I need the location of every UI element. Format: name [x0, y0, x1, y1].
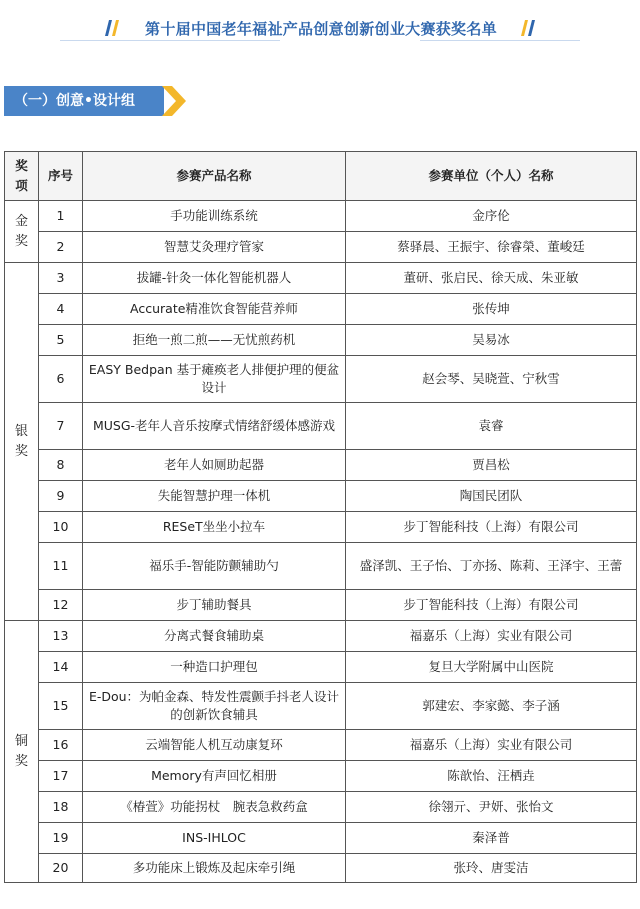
row-product: 多功能床上锻炼及起床牵引绳	[83, 854, 346, 883]
header-no: 序号	[39, 152, 83, 201]
row-no: 8	[39, 450, 83, 481]
section-heading-label: （一）创意•设计组	[14, 93, 135, 109]
row-product: RESeT坐坐小拉车	[83, 512, 346, 543]
table-row	[5, 792, 637, 823]
row-product: 《椿萱》功能拐杖 腕表急救药盒	[83, 792, 346, 823]
award-gold: 金 奖	[5, 201, 39, 263]
row-no: 4	[39, 294, 83, 325]
table-row	[5, 263, 637, 294]
row-no: 15	[39, 683, 83, 730]
table-header-row	[5, 152, 637, 201]
row-product: MUSG-老年人音乐按摩式情绪舒缓体感游戏	[83, 403, 346, 450]
row-entrant: 秦泽普	[346, 823, 637, 854]
row-no: 1	[39, 201, 83, 232]
row-entrant: 盛泽凯、王子怡、丁亦扬、陈莉、王泽宇、王蕾	[346, 543, 637, 590]
row-product: 老年人如厕助起器	[83, 450, 346, 481]
row-entrant: 复旦大学附属中山医院	[346, 652, 637, 683]
awards-table	[4, 151, 637, 883]
table-row	[5, 683, 637, 730]
row-no: 10	[39, 512, 83, 543]
table-row	[5, 590, 637, 621]
table-row	[5, 621, 637, 652]
table-row	[5, 481, 637, 512]
row-no: 19	[39, 823, 83, 854]
row-entrant: 福嘉乐（上海）实业有限公司	[346, 730, 637, 761]
table-row	[5, 761, 637, 792]
row-entrant: 赵会琴、吴晓萱、宁秋雪	[346, 356, 637, 403]
row-product: 智慧艾灸理疗管家	[83, 232, 346, 263]
row-no: 6	[39, 356, 83, 403]
row-entrant: 徐翎亓、尹妍、张怡文	[346, 792, 637, 823]
table-row	[5, 730, 637, 761]
double-slash-icon-left	[104, 18, 122, 38]
row-product: 一种造口护理包	[83, 652, 346, 683]
page-header	[0, 0, 640, 60]
row-no: 18	[39, 792, 83, 823]
row-product: 云端智能人机互动康复环	[83, 730, 346, 761]
row-entrant: 张玲、唐雯洁	[346, 854, 637, 883]
award-silver: 银 奖	[5, 263, 39, 621]
row-product: Memory有声回忆相册	[83, 761, 346, 792]
table-row	[5, 543, 637, 590]
row-no: 17	[39, 761, 83, 792]
row-product: 福乐手-智能防颤辅助勺	[83, 543, 346, 590]
row-no: 13	[39, 621, 83, 652]
row-entrant: 陶国民团队	[346, 481, 637, 512]
row-no: 12	[39, 590, 83, 621]
chevron-right-icon	[162, 86, 186, 116]
row-entrant: 福嘉乐（上海）实业有限公司	[346, 621, 637, 652]
row-entrant: 步丁智能科技（上海）有限公司	[346, 590, 637, 621]
table-row	[5, 450, 637, 481]
row-no: 16	[39, 730, 83, 761]
row-entrant: 郭建宏、李家懿、李子涵	[346, 683, 637, 730]
row-no: 2	[39, 232, 83, 263]
row-no: 5	[39, 325, 83, 356]
double-slash-icon-right	[520, 18, 538, 38]
table-row	[5, 403, 637, 450]
row-product: 拔罐-针灸一体化智能机器人	[83, 263, 346, 294]
row-product: E-Dou：为帕金森、特发性震颤手抖老人设计的创新饮食辅具	[83, 683, 346, 730]
row-entrant: 袁睿	[346, 403, 637, 450]
row-product: INS-IHLOC	[83, 823, 346, 854]
row-entrant: 金序伦	[346, 201, 637, 232]
row-entrant: 蔡驿晨、王振宇、徐睿榮、董峻廷	[346, 232, 637, 263]
table-row	[5, 201, 637, 232]
row-no: 14	[39, 652, 83, 683]
table-row	[5, 294, 637, 325]
row-entrant: 贾昌松	[346, 450, 637, 481]
table-row	[5, 325, 637, 356]
row-no: 3	[39, 263, 83, 294]
row-product: 分离式餐食辅助桌	[83, 621, 346, 652]
award-bronze: 铜 奖	[5, 621, 39, 883]
row-no: 20	[39, 854, 83, 883]
row-entrant: 吴易冰	[346, 325, 637, 356]
table-row	[5, 232, 637, 263]
row-product: EASY Bedpan 基于瘫痪老人排便护理的便盆设计	[83, 356, 346, 403]
header-award: 奖项	[5, 152, 39, 201]
header-entrant: 参赛单位（个人）名称	[346, 152, 637, 201]
table-row	[5, 356, 637, 403]
row-entrant: 陈歆怡、汪栖垚	[346, 761, 637, 792]
table-row	[5, 512, 637, 543]
section-heading	[4, 86, 182, 116]
row-product: 步丁辅助餐具	[83, 590, 346, 621]
row-product: 失能智慧护理一体机	[83, 481, 346, 512]
row-entrant: 步丁智能科技（上海）有限公司	[346, 512, 637, 543]
row-product: 拒绝一煎二煎——无忧煎药机	[83, 325, 346, 356]
row-no: 7	[39, 403, 83, 450]
row-entrant: 张传坤	[346, 294, 637, 325]
page-title: 第十届中国老年福祉产品创意创新创业大赛获奖名单	[145, 20, 497, 38]
row-no: 9	[39, 481, 83, 512]
table-row	[5, 854, 637, 883]
table-row	[5, 823, 637, 854]
row-no: 11	[39, 543, 83, 590]
row-product: Accurate精准饮食智能营养师	[83, 294, 346, 325]
table-row	[5, 652, 637, 683]
row-entrant: 董研、张启民、徐天成、朱亚敏	[346, 263, 637, 294]
header-product: 参赛产品名称	[83, 152, 346, 201]
row-product: 手功能训练系统	[83, 201, 346, 232]
